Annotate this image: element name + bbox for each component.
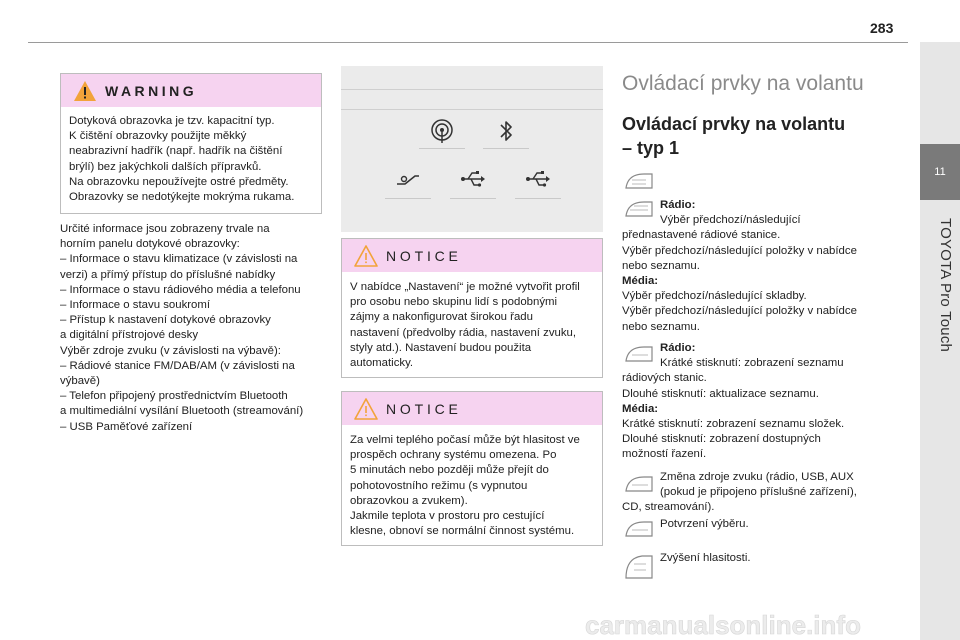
warning-line: Na obrazovku nepoužívejte ostré předměty. [69,175,289,188]
page-number: 283 [870,20,894,36]
usb-icon [525,166,551,192]
notice-line: nastavení (předvolby rádia, nastavení zvuku, [350,326,577,339]
text-line: Potvrzení výběru. [660,518,749,530]
notice-line: pohotovostního režimu (s vypnutou [350,479,528,492]
screen-divider [341,109,603,110]
text-line: – Informace o stavu rádiového média a telefonu [60,283,301,296]
control-description-4 [622,517,907,532]
text-line: – Rádiové stanice FM/DAB/AM (v závislosti na [60,359,295,372]
text-line: (pokud je připojeno příslušné zařízení), [660,486,857,499]
radio-antenna-icon [429,118,455,144]
screen-divider [341,89,603,90]
notice-title: NOTICE [386,400,462,417]
text-line: Výběr předchozí/následující položky v nabídce [622,244,857,257]
watermark-text: carmanualsonline.info [585,610,861,640]
warning-line: neabrazivní hadřík (např. hadřík na čištění [69,145,283,158]
text-line: CD, streamování). [622,501,715,514]
control-label: Rádio: [660,342,696,354]
text-line: Výběr předchozí/následující položky v nabídce [622,305,857,318]
notice-line: obrazovkou a zvukem). [350,494,468,507]
icon-underline [385,198,431,199]
text-line: Určité informace jsou zobrazeny trvale na [60,223,270,235]
text-line: Změna zdroje zvuku (rádio, USB, AUX [660,471,854,483]
aux-jack-icon [395,166,421,192]
text-line: horním panelu dotykové obrazovky: [60,238,240,251]
notice-line: Jakmile teplota v prostoru pro cestující [350,510,545,523]
header-rule [28,42,908,43]
notice-line: V nabídce „Nastavení“ je možné vytvořit profil [350,281,580,293]
text-line: nebo seznamu. [622,320,700,333]
icon-underline [419,148,465,149]
text-line: Dlouhé stisknutí: zobrazení dostupných [622,433,821,446]
control-label: Média: [622,402,659,415]
text-line: Dlouhé stisknutí: aktualizace seznamu. [622,387,819,400]
notice-text [342,425,602,539]
text-line: – Telefon připojený prostřednictvím Bluetooth [60,390,288,403]
text-line: nebo seznamu. [622,259,700,272]
notice-header [342,239,602,272]
text-line: verzi) a přímý přístup do příslušné nabídky [60,268,276,281]
watermark [585,608,920,640]
warning-triangle-icon [73,79,97,103]
icon-underline [515,198,561,199]
notice-line: klesne, obnoví se normální činnost systému. [350,525,575,538]
chapter-number: 11 [920,144,960,200]
text-line: – USB Paměťové zařízení [60,420,193,433]
notice-line: pro osobu nebo skupinu lidí s podobnými [350,296,558,309]
text-line: výbavě) [60,375,100,388]
text-line: – Informace o stavu klimatizace (v závislosti na [60,253,298,266]
text-line: Krátké stisknutí: zobrazení seznamu [660,357,844,370]
control-description-1 [622,198,907,335]
text-line: možností řazení. [622,448,707,461]
text-line: a multimediální vysílání Bluetooth (streamování) [60,405,304,418]
warning-line: Dotyková obrazovka je tzv. kapacitní typ. [69,115,275,127]
control-description-5 [622,551,907,566]
bluetooth-icon [493,118,519,144]
control-description-2 [622,341,907,463]
subsection-title [622,112,902,160]
warning-line: brýlí) bez jakýchkoli dalších přípravků. [69,160,262,173]
notice-box-profiles [341,238,603,378]
steering-wheel-control-icon [622,170,656,194]
text-line: Výběr předchozí/následující [660,214,801,227]
text-line: přednastavené rádiové stanice. [622,229,781,242]
notice-triangle-icon [354,397,378,421]
notice-line: zájmy a nakonfigurovat širokou řadu [350,311,533,324]
warning-line: Obrazovky se nedotýkejte mokrýma rukama. [69,191,295,204]
section-title: Ovládací prvky na volantu [622,72,864,95]
notice-box-temperature [341,391,603,546]
text-line: a digitální přístrojové desky [60,329,199,342]
warning-header [61,74,321,107]
chapter-title: TOYOTA Pro Touch [937,218,954,353]
notice-line: automaticky. [350,357,414,370]
warning-line: K čištění obrazovky použijte měkký [69,130,247,143]
icon-underline [450,198,496,199]
text-line: Zvýšení hlasitosti. [660,552,751,564]
notice-header [342,392,602,425]
notice-line: Za velmi teplého počasí může být hlasitost ve [350,434,580,446]
text-line: – Přístup k nastavení dotykové obrazovky [60,314,271,327]
notice-triangle-icon [354,244,378,268]
chapter-side-tab [920,42,960,640]
warning-title: WARNING [105,82,198,99]
notice-line: prospěch ochrany systému omezena. Po [350,449,557,462]
usb-icon [460,166,486,192]
control-description-3 [622,470,907,516]
control-label: Rádio: [660,199,696,211]
source-selection-screen [341,66,603,232]
control-label: Média: [622,275,659,288]
warning-text [61,107,321,205]
text-line: Výběr zdroje zvuku (v závislosti na výbavě): [60,344,281,357]
notice-line: styly atd.). Nastavení budou použita [350,341,532,354]
text-line: Krátké stisknutí: zobrazení seznamu složek. [622,418,845,431]
top-panel-description [60,222,328,435]
text-line: – Informace o stavu soukromí [60,299,211,312]
subsection-title-line: – typ 1 [622,138,680,158]
warning-box [60,73,322,214]
notice-line: 5 minutách nebo později může přejít do [350,464,549,477]
icon-underline [483,148,529,149]
text-line: rádiových stanic. [622,372,707,385]
text-line: Výběr předchozí/následující skladby. [622,290,807,303]
notice-text [342,272,602,371]
subsection-title-line: Ovládací prvky na volantu [622,114,846,134]
notice-title: NOTICE [386,247,462,264]
